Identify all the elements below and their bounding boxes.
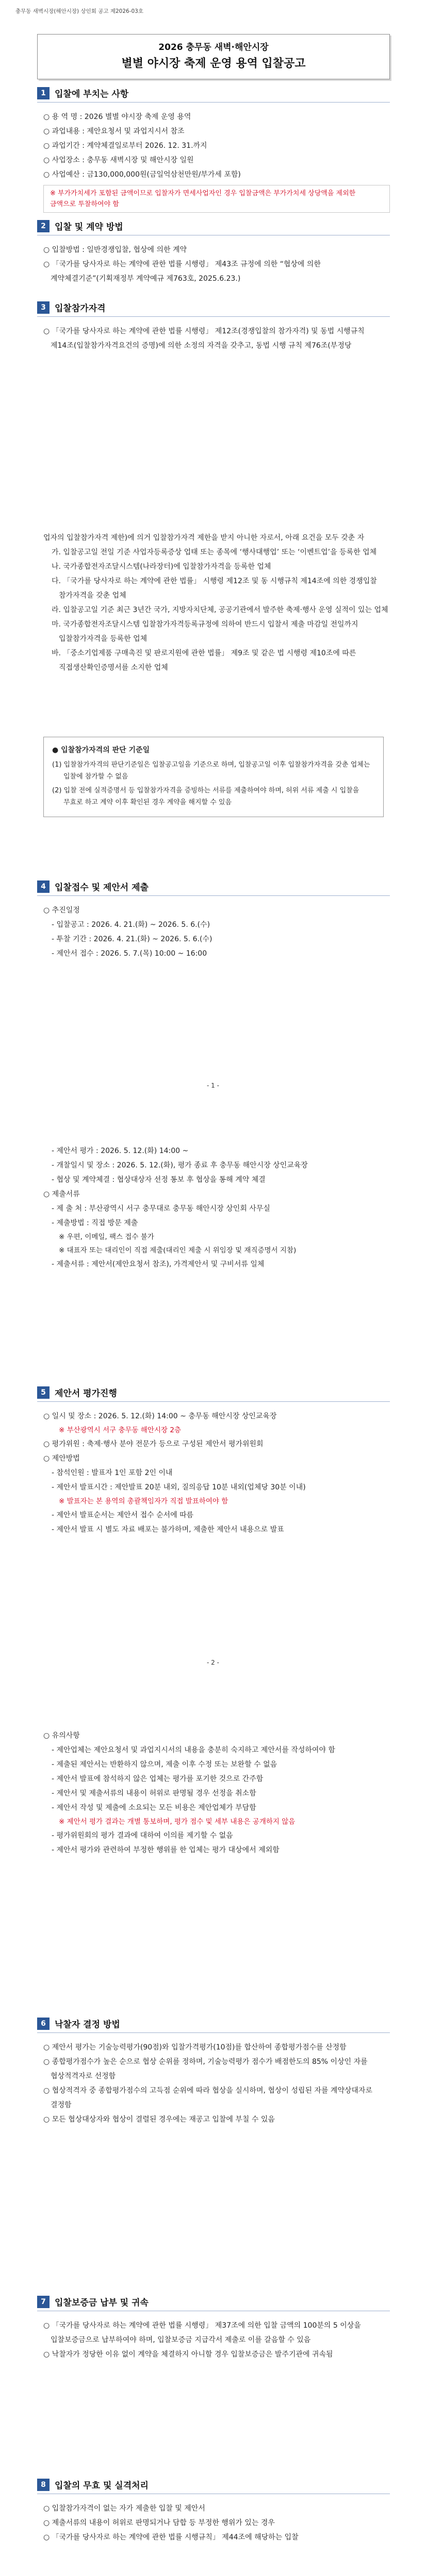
criteria-paragraph: (1) 입찰참가자격의 판단기준일은 입찰공고일을 기준으로 하며, 입찰공고일 이후 입찰참가자격을 갖춘 업체는 입찰에 참가할 수 없음	[52, 761, 370, 781]
section-number: 2	[37, 220, 50, 232]
documents-label: ○ 제출서류	[43, 1190, 80, 1198]
criteria-heading: ● 입찰참가자격의 판단 기준일	[52, 746, 150, 754]
section-title: 입찰참가자격	[55, 303, 106, 314]
title-line-2: 별별 야시장 축제 운영 용역 입찰공고	[121, 57, 306, 70]
schedule-item: - 제안서 접수 : 2026. 5. 7.(목) 10:00 ~ 16:00	[52, 950, 207, 958]
documents-item: - 제출방법 : 직접 방문 제출	[52, 1219, 138, 1227]
section-title: 입찰에 부치는 사항	[55, 89, 129, 99]
list-item: ○ 종합평가점수가 높은 순으로 협상 순위를 정하며, 기술능력평가 점수가 배점한도의 85% 이상인 자를 협상적격자로 선정함	[43, 2058, 368, 2080]
section-2	[37, 219, 390, 286]
list-item: ○ 「국가를 당사자로 하는 계약에 관한 법률 시행규칙」 제44조에 해당하는 입찰	[43, 2533, 299, 2541]
section-8-heading	[37, 2478, 390, 2494]
section-3	[37, 301, 390, 353]
section-4-heading	[37, 880, 390, 896]
section-3-heading	[37, 301, 390, 317]
schedule-item: - 투찰 기간 : 2026. 4. 21.(화) ~ 2026. 5. 6.(수)	[52, 935, 212, 943]
title-box	[37, 34, 390, 79]
list-item: ○ 과업기간 : 계약체결일로부터 2026. 12. 31.까지	[43, 142, 207, 150]
title-line-1: 2026 충무동 새벽·해안시장	[158, 42, 269, 53]
list-item: ○ 평가위원 : 축제·행사 분야 전문가 등으로 구성된 제안서 평가위원회	[43, 1440, 264, 1448]
section-1	[37, 87, 390, 213]
section-6-heading	[37, 2017, 390, 2033]
method-item: - 제안서 발표시간 : 제안발표 20분 내외, 질의응답 10분 내외(업체당 30분 이내)	[52, 1483, 306, 1492]
documents-item: - 제 출 처 : 부산광역시 서구 충무대로 충무동 해안시장 상인회 사무실	[52, 1205, 270, 1213]
page-number: - 2 -	[207, 1659, 219, 1666]
section-number: 3	[37, 301, 50, 314]
list-item: 다. 「국가를 당사자로 하는 계약에 관한 법률」 시행령 제12조 및 동 시행규칙 제14조에 의한 경쟁입찰 참가자격을 갖춘 업체	[52, 577, 377, 600]
section-8	[37, 2478, 390, 2545]
precautions	[37, 1728, 390, 1857]
list-item: 마. 국가종합전자조달시스템 입찰참가자격등록규정에 의하여 반드시 입찰서 제출 마감일 전일까지 입찰참가자격을 등록한 업체	[52, 620, 358, 643]
eligibility-lead: ○ 「국가를 당사자로 하는 계약에 관한 법률 시행령」 제12조(경쟁입찰의 참가자격) 및 동법 시행규칙 제14조(입찰참가자격요건의 증명)에 의한 소정의 자격을 갖추고, 동법 시행 규칙 제76조(부정당	[43, 327, 365, 350]
vat-note: ※ 부가가치세가 포함된 금액이므로 입찰자가 면세사업자인 경우 입찰금액은 부가가치세 상당액을 제외한 금액으로 투찰하여야 함	[43, 185, 390, 213]
schedule-item: - 입찰공고 : 2026. 4. 21.(화) ~ 2026. 5. 6.(수)	[52, 921, 210, 929]
section-number: 5	[37, 1386, 50, 1399]
section-title: 낙찰자 결정 방법	[55, 2020, 120, 2030]
precautions-label: ○ 유의사항	[43, 1732, 80, 1740]
section-7-heading	[37, 2295, 390, 2311]
section-6	[37, 2017, 390, 2127]
list-item: 가. 입찰공고일 전일 기준 사업자등록증상 업태 또는 종목에 ‘행사대행업’ 또는 ‘이벤트업’을 등록한 업체	[52, 548, 377, 556]
list-item: ○ 용 역 명 : 2026 별별 야시장 축제 운영 용역	[43, 113, 191, 121]
list-item: - 평가위원회의 평가 결과에 대하여 이의를 제기할 수 없음	[52, 1832, 233, 1840]
list-item: - 제출된 제안서는 반환하지 않으며, 제출 이후 수정 또는 보완할 수 없음	[52, 1760, 277, 1769]
list-item: 라. 입찰공고일 기준 최근 3년간 국가, 지방자치단체, 공공기관에서 발주한 축제·행사 운영 실적이 있는 업체	[52, 606, 388, 614]
precautions-note: ※ 제안서 평가 결과는 개별 통보하며, 평가 점수 및 세부 내용은 공개하지 않음	[59, 1818, 296, 1826]
section-2-heading	[37, 219, 390, 235]
page-number: - 1 -	[207, 1082, 219, 1089]
list-item: 나. 국가종합전자조달시스템(나라장터)에 입찰참가자격을 등록한 업체	[52, 563, 271, 571]
method-item: - 제안서 발표순서는 제안서 접수 순서에 따름	[52, 1511, 194, 1519]
list-item: - 제안서 및 제출서류의 내용이 허위로 판명될 경우 선정을 취소함	[52, 1789, 256, 1798]
schedule-item: - 협상 및 계약체결 : 협상대상자 선정 통보 후 협상을 통해 계약 체결	[52, 1176, 266, 1184]
section-5	[37, 1386, 390, 1537]
documents-item: - 제출서류 : 제안서(제안요청서 참조), 가격제안서 및 구비서류 일체	[52, 1260, 265, 1268]
list-item: ○ 협상적격자 중 종합평가점수의 고득점 순위에 따라 협상을 실시하며, 협상이 성립된 자를 계약상대자로 결정함	[43, 2087, 373, 2109]
section-title: 입찰 및 계약 방법	[55, 222, 123, 232]
section-title: 입찰접수 및 제안서 제출	[55, 883, 149, 893]
schedule-item: - 개찰일시 및 장소 : 2026. 5. 12.(화), 평가 종료 후 충무동 해안시장 상인교육장	[52, 1161, 308, 1170]
section-number: 7	[37, 2296, 50, 2308]
list-item: ○ 제출서류의 내용이 허위로 판명되거나 담합 등 부정한 행위가 있는 경우	[43, 2519, 275, 2527]
list-item: ○ 제안방법	[43, 1454, 80, 1463]
section-3-continued	[37, 531, 390, 675]
place-note: ※ 부산광역시 서구 충무동 해안시장 2층	[59, 1426, 181, 1434]
list-item: - 제안서 평가와 관련하여 부정한 행위를 한 업체는 평가 대상에서 제외함	[52, 1846, 280, 1854]
section-number: 8	[37, 2479, 50, 2491]
section-4-continued	[37, 1144, 390, 1272]
list-item: - 제안서 발표에 참석하지 않은 업체는 평가를 포기한 것으로 간주함	[52, 1775, 264, 1783]
method-item: - 참석인원 : 발표자 1인 포함 2인 이내	[52, 1469, 173, 1477]
notice-number: 충무동 새벽시장(해안시장) 상인회 공고 제2026-03호	[15, 8, 143, 14]
documents-note: ※ 우편, 이메일, 팩스 접수 불가	[59, 1233, 154, 1241]
list-item: ○ 낙찰자가 정당한 이유 없이 계약을 체결하지 아니할 경우 입찰보증금은 발주기관에 귀속됨	[43, 2350, 333, 2359]
method-note: ※ 발표자는 본 용역의 총괄책임자가 직접 발표하여야 함	[59, 1497, 228, 1505]
section-1-heading	[37, 87, 390, 103]
section-title: 입찰보증금 납부 및 귀속	[55, 2298, 149, 2308]
criteria-paragraph: (2) 입찰 전에 실적증명서 등 입찰참가자격을 증빙하는 서류를 제출하여야 하며, 허위 서류 제출 시 입찰을 무효로 하고 계약 이후 확인된 경우 계약을 해지할 수 있음	[52, 787, 359, 806]
documents-note: ※ 대표자 또는 대리인이 직접 제출(대리인 제출 시 위임장 및 재직증명서 지참)	[59, 1246, 297, 1255]
list-item: ○ 과업내용 : 제안요청서 및 과업지시서 참조	[43, 127, 185, 135]
section-7	[37, 2295, 390, 2362]
list-item: ○ 입찰방법 : 일반경쟁입찰, 협상에 의한 계약	[43, 246, 187, 254]
list-item: ○ 「국가를 당사자로 하는 계약에 관한 법률 시행령」 제43조 규정에 의한 “협상에 의한 계약체결기준”(기획재정부 계약예규 제763호, 2025.6.23.)	[43, 260, 321, 283]
method-item: - 제안서 발표 시 별도 자료 배포는 불가하며, 제출한 제안서 내용으로 발표	[52, 1526, 284, 1534]
list-item: - 제안업체는 제안요청서 및 과업지시서의 내용을 충분히 숙지하고 제안서를 작성하여야 함	[52, 1746, 335, 1754]
list-item: ○ 「국가를 당사자로 하는 계약에 관한 법률 시행령」 제37조에 의한 입찰 금액의 100분의 5 이상을 입찰보증금으로 납부하여야 하며, 입찰보증금 지급각서 제출로 이를 갈음할 수 있음	[43, 2321, 361, 2344]
list-item: ○ 입찰참가자격이 없는 자가 제출한 입찰 및 제안서	[43, 2504, 205, 2513]
schedule-label: ○ 추진일정	[43, 906, 80, 914]
list-item: - 제안서 작성 및 제출에 소요되는 모든 비용은 제안업체가 부담함	[52, 1804, 256, 1812]
section-number: 6	[37, 2018, 50, 2030]
list-item: ○ 제안서 평가는 기술능력평가(90점)와 입찰가격평가(10점)를 합산하여 종합평가점수를 산정함	[43, 2043, 347, 2052]
schedule-item: - 제안서 평가 : 2026. 5. 12.(화) 14:00 ~	[52, 1147, 189, 1155]
section-number: 4	[37, 880, 50, 893]
eligibility-continuation: 업자의 입찰참가자격 제한)에 의거 입찰참가자격 제한을 받지 아니한 자로서, 아래 요건을 모두 갖춘 자	[43, 534, 365, 542]
criteria-box	[43, 737, 384, 817]
list-item: ○ 모든 협상대상자와 협상이 결렬된 경우에는 재공고 입찰에 부칠 수 있음	[43, 2115, 275, 2124]
list-item: ○ 일시 및 장소 : 2026. 5. 12.(화) 14:00 ~ 충무동 해안시장 상인교육장	[43, 1412, 277, 1420]
section-5-heading	[37, 1386, 390, 1402]
section-title: 제안서 평가진행	[55, 1388, 117, 1399]
list-item: ○ 사업장소 : 충무동 새벽시장 및 해안시장 일원	[43, 156, 194, 164]
section-number: 1	[37, 87, 50, 99]
section-4	[37, 880, 390, 961]
section-title: 입찰의 무효 및 실격처리	[55, 2481, 149, 2491]
list-item: 바. 「중소기업제품 구매촉진 및 판로지원에 관한 법률」 제9조 및 같은 법 시행령 제10조에 따른 직접생산확인증명서를 소지한 업체	[52, 649, 356, 672]
list-item: ○ 사업예산 : 금130,000,000원(금일억삼천만원/부가세 포함)	[43, 171, 241, 179]
